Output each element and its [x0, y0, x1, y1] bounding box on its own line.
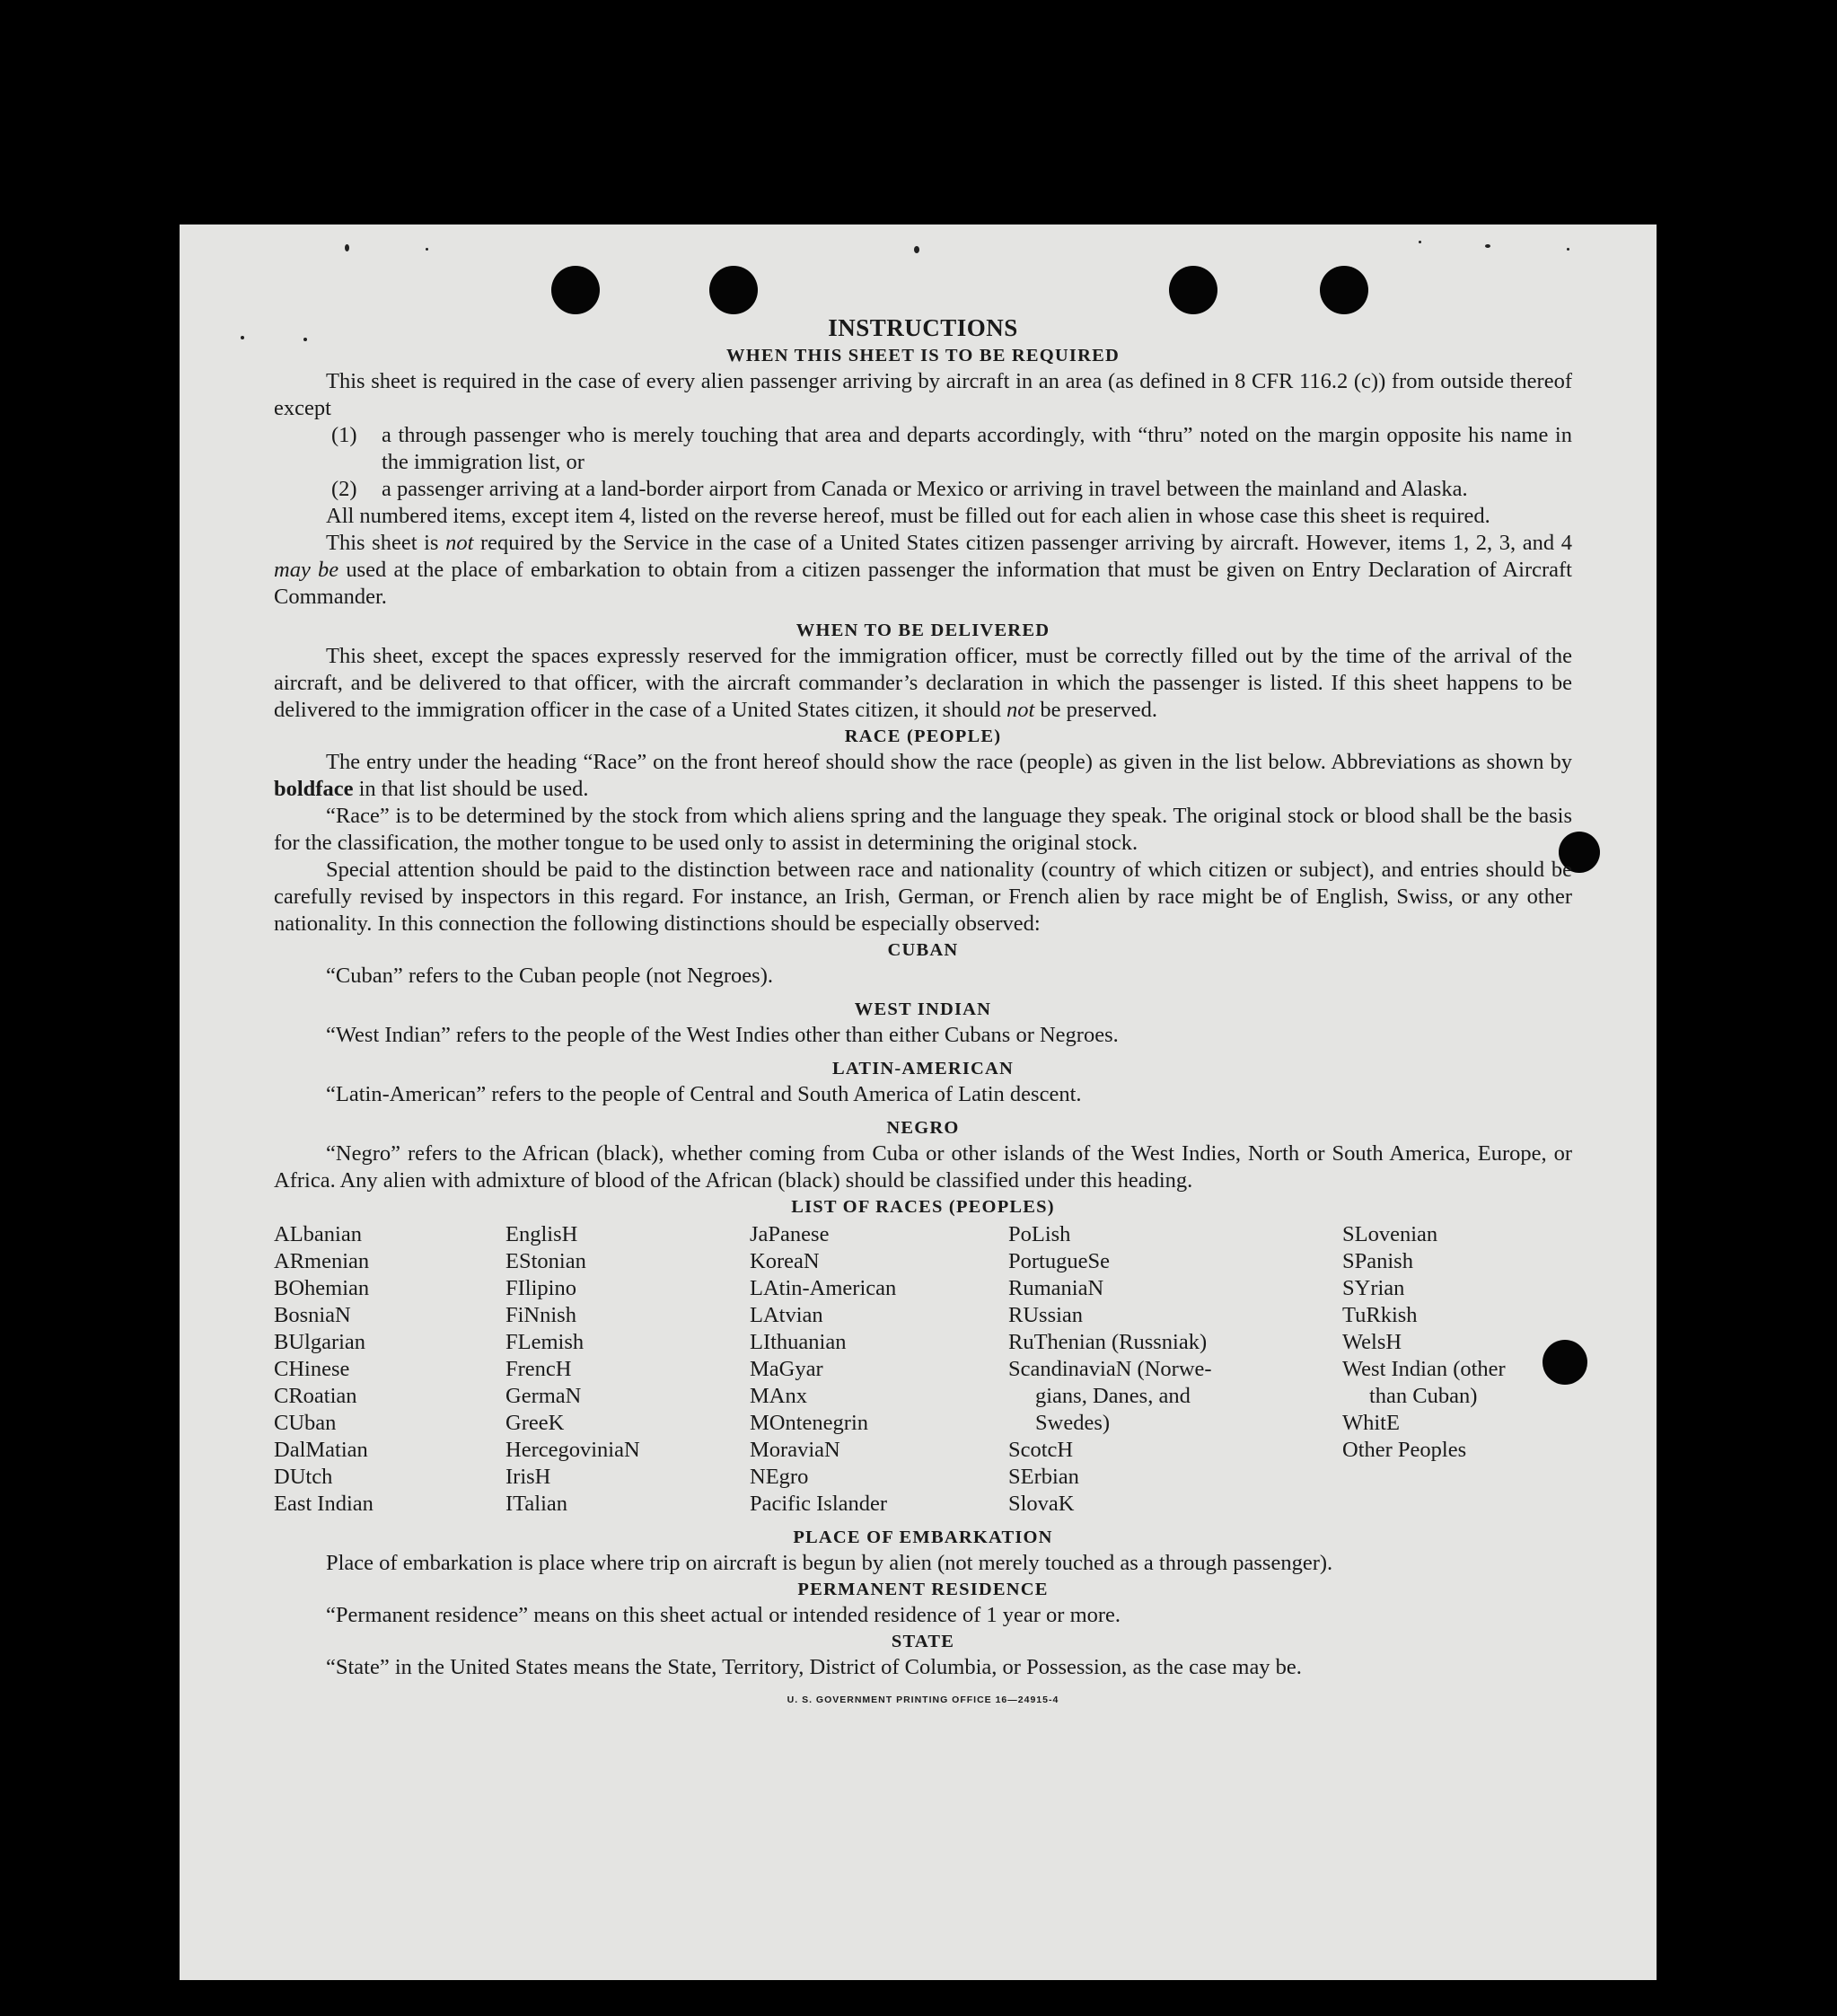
paragraph: “West Indian” refers to the people of the West Indies other than either Cubans or Negroes. [326, 1023, 1119, 1047]
race-entry: LIthuanian [750, 1330, 847, 1354]
race-entry: ScotcH [1008, 1438, 1074, 1462]
heading-latin-american: LATIN-AMERICAN [831, 1059, 1015, 1078]
race-entry: SLovenian [1342, 1222, 1438, 1246]
race-entry: WhitE [1342, 1411, 1400, 1435]
race-entry: GreeK [505, 1411, 565, 1435]
paragraph: “Race” is to be determined by the stock from which aliens spring and the language they speak. The original stock or blood shall be the basis for the classification, the mother tongue to be used only to assist in determining the original stock. [274, 804, 1572, 855]
heading-when-delivered: WHEN TO BE DELIVERED [795, 621, 1050, 640]
text-run: used at the place of embarkation to obtain from a citizen passenger the information that must be given on Entry Declaration of Aircraft Commander. [274, 558, 1572, 609]
race-entry: EStonian [505, 1249, 586, 1273]
race-entry: ITalian [505, 1492, 568, 1516]
bold-term: boldface [274, 777, 354, 801]
punch-hole-4 [1320, 266, 1368, 314]
race-entry: ScandinaviaN (Norwe- [1008, 1357, 1212, 1381]
paragraph: Place of embarkation is place where trip on aircraft is begun by alien (not merely touched as a through passenger). [326, 1551, 1333, 1575]
race-entry: WelsH [1342, 1330, 1402, 1354]
paragraph: “Permanent residence” means on this sheet actual or intended residence of 1 year or more. [326, 1603, 1121, 1627]
heading-race: RACE (PEOPLE) [844, 726, 1002, 746]
ink-speck [1567, 248, 1569, 251]
race-entry: FLemish [505, 1330, 584, 1354]
paragraph: Special attention should be paid to the distinction between race and nationality (country of which citizen or subject), and entries should be carefully revised by inspectors in this regard. For instance, an Irish, German, or French alien by race might be of English, Swiss, or any other nationality. In this connection the following distinctions should be especially observed: [274, 858, 1572, 936]
race-entry: FrencH [505, 1357, 572, 1381]
race-entry: MAnx [750, 1384, 807, 1408]
race-entry: BosniaN [274, 1303, 351, 1327]
race-entry: West Indian (other [1342, 1357, 1506, 1381]
race-entry: East Indian [274, 1492, 374, 1516]
ink-speck [241, 336, 244, 339]
heading-permanent-residence: PERMANENT RESIDENCE [797, 1580, 1049, 1599]
race-entry: BUlgarian [274, 1330, 366, 1354]
ink-speck [1419, 241, 1421, 243]
race-entry: RuThenian (Russniak) [1008, 1330, 1208, 1354]
race-entry: CRoatian [274, 1384, 357, 1408]
heading-list-of-races: LIST OF RACES (PEOPLES) [791, 1197, 1055, 1217]
heading-when-required: WHEN THIS SHEET IS TO BE REQUIRED [726, 346, 1120, 365]
race-entry: CUban [274, 1411, 337, 1435]
race-entry: Pacific Islander [750, 1492, 888, 1516]
race-entry: JaPanese [750, 1222, 830, 1246]
heading-cuban: CUBAN [887, 940, 959, 960]
list-item [331, 422, 1572, 476]
race-entry: MoraviaN [750, 1438, 840, 1462]
heading-state: STATE [891, 1632, 955, 1651]
race-entry: KoreaN [750, 1249, 820, 1273]
paragraph: “Latin-American” refers to the people of Central and South America of Latin descent. [326, 1082, 1082, 1106]
text-run: required by the Service in the case of a United States citizen passenger arriving by aircraft. However, items 1, 2, 3, and 4 [473, 531, 1572, 555]
race-entry: than Cuban) [1369, 1384, 1478, 1408]
race-entry: GermaN [505, 1384, 582, 1408]
item-text: a passenger arriving at a land-border airport from Canada or Mexico or arriving in travel between the mainland and Alaska. [382, 477, 1468, 501]
paragraph [274, 643, 1572, 724]
ink-speck [1485, 244, 1490, 248]
race-entry: LAtin-American [750, 1276, 897, 1300]
race-entry: DUtch [274, 1465, 333, 1489]
item-number: (1) [331, 423, 357, 447]
race-entry: SPanish [1342, 1249, 1413, 1273]
text-run: The entry under the heading “Race” on the front hereof should show the race (people) as given in the list below. Abbreviations as shown by [326, 750, 1572, 774]
race-entry: RumaniaN [1008, 1276, 1104, 1300]
race-entry: ARmenian [274, 1249, 370, 1273]
race-entry: HercegoviniaN [505, 1438, 640, 1462]
race-entry: gians, Danes, and [1035, 1384, 1191, 1408]
race-entry: ALbanian [274, 1222, 362, 1246]
document-page [180, 224, 1657, 1980]
page-title: INSTRUCTIONS [828, 314, 1018, 341]
race-entry: CHinese [274, 1357, 350, 1381]
race-entry: EnglisH [505, 1222, 578, 1246]
printing-office-imprint: U. S. GOVERNMENT PRINTING OFFICE 16—24915-4 [787, 1695, 1059, 1705]
race-entry: FiNnish [505, 1303, 576, 1327]
race-entry: PoLish [1008, 1222, 1071, 1246]
heading-embarkation: PLACE OF EMBARKATION [793, 1527, 1053, 1547]
text-run: This sheet, except the spaces expressly reserved for the immigration officer, must be correctly filled out by the time of the arrival of the aircraft, and be delivered to that officer, with the aircraft commander’s declaration in which the passenger is listed. If this sheet happens to be delivered to the immigration officer in the case of a United States citizen, it should [274, 644, 1572, 722]
paragraph: All numbered items, except item 4, listed on the reverse hereof, must be filled out for each alien in whose case this sheet is required. [326, 504, 1490, 528]
race-entry: FIlipino [505, 1276, 576, 1300]
emphasis: not [1006, 698, 1035, 722]
text-run: be preserved. [1034, 698, 1158, 722]
race-entry: TuRkish [1342, 1303, 1418, 1327]
race-column-2 [505, 1221, 750, 1518]
race-column-5 [1342, 1221, 1572, 1518]
paragraph: “State” in the United States means the State, Territory, District of Columbia, or Possession, as the case may be. [326, 1655, 1302, 1679]
race-column-1 [274, 1221, 505, 1518]
paragraph: This sheet is required in the case of every alien passenger arriving by aircraft in an area (as defined in 8 CFR 116.2 (c)) from outside thereof except [274, 369, 1572, 420]
heading-negro: NEGRO [886, 1118, 960, 1138]
race-entry: NEgro [750, 1465, 809, 1489]
paragraph: “Negro” refers to the African (black), whether coming from Cuba or other islands of the West Indies, North or South America, Europe, or Africa. Any alien with admixture of blood of the African (black) should be classified under this heading. [274, 1141, 1572, 1193]
race-entry: Other Peoples [1342, 1438, 1467, 1462]
race-entry: RUssian [1008, 1303, 1084, 1327]
heading-west-indian: WEST INDIAN [854, 999, 992, 1019]
item-text: a through passenger who is merely touching that area and departs accordingly, with “thru” noted on the margin opposite his name in the immigration list, or [382, 423, 1572, 474]
race-entry: DalMatian [274, 1438, 368, 1462]
ink-speck [914, 246, 919, 253]
emphasis: may be [274, 558, 339, 582]
paragraph [274, 530, 1572, 611]
paragraph: “Cuban” refers to the Cuban people (not Negroes). [326, 964, 773, 988]
ink-speck [426, 248, 428, 251]
text-run: This sheet is [326, 531, 446, 555]
ink-speck [345, 244, 349, 251]
race-list [274, 1221, 1572, 1518]
race-entry: BOhemian [274, 1276, 370, 1300]
race-entry: Swedes) [1035, 1411, 1111, 1435]
list-item [331, 476, 1572, 503]
race-entry: PortugueSe [1008, 1249, 1110, 1273]
race-entry: MOntenegrin [750, 1411, 868, 1435]
race-entry: SYrian [1342, 1276, 1405, 1300]
punch-hole-3 [1169, 266, 1217, 314]
emphasis: not [445, 531, 474, 555]
race-column-3 [750, 1221, 1008, 1518]
race-entry: SlovaK [1008, 1492, 1075, 1516]
race-entry: IrisH [505, 1465, 551, 1489]
instructions-content [274, 314, 1572, 1713]
race-entry: SErbian [1008, 1465, 1079, 1489]
race-column-4 [1008, 1221, 1342, 1518]
punch-hole-2 [709, 266, 758, 314]
punch-hole-1 [551, 266, 600, 314]
race-entry: MaGyar [750, 1357, 823, 1381]
item-number: (2) [331, 477, 357, 501]
race-entry: LAtvian [750, 1303, 823, 1327]
text-run: in that list should be used. [353, 777, 589, 801]
paragraph [274, 749, 1572, 803]
